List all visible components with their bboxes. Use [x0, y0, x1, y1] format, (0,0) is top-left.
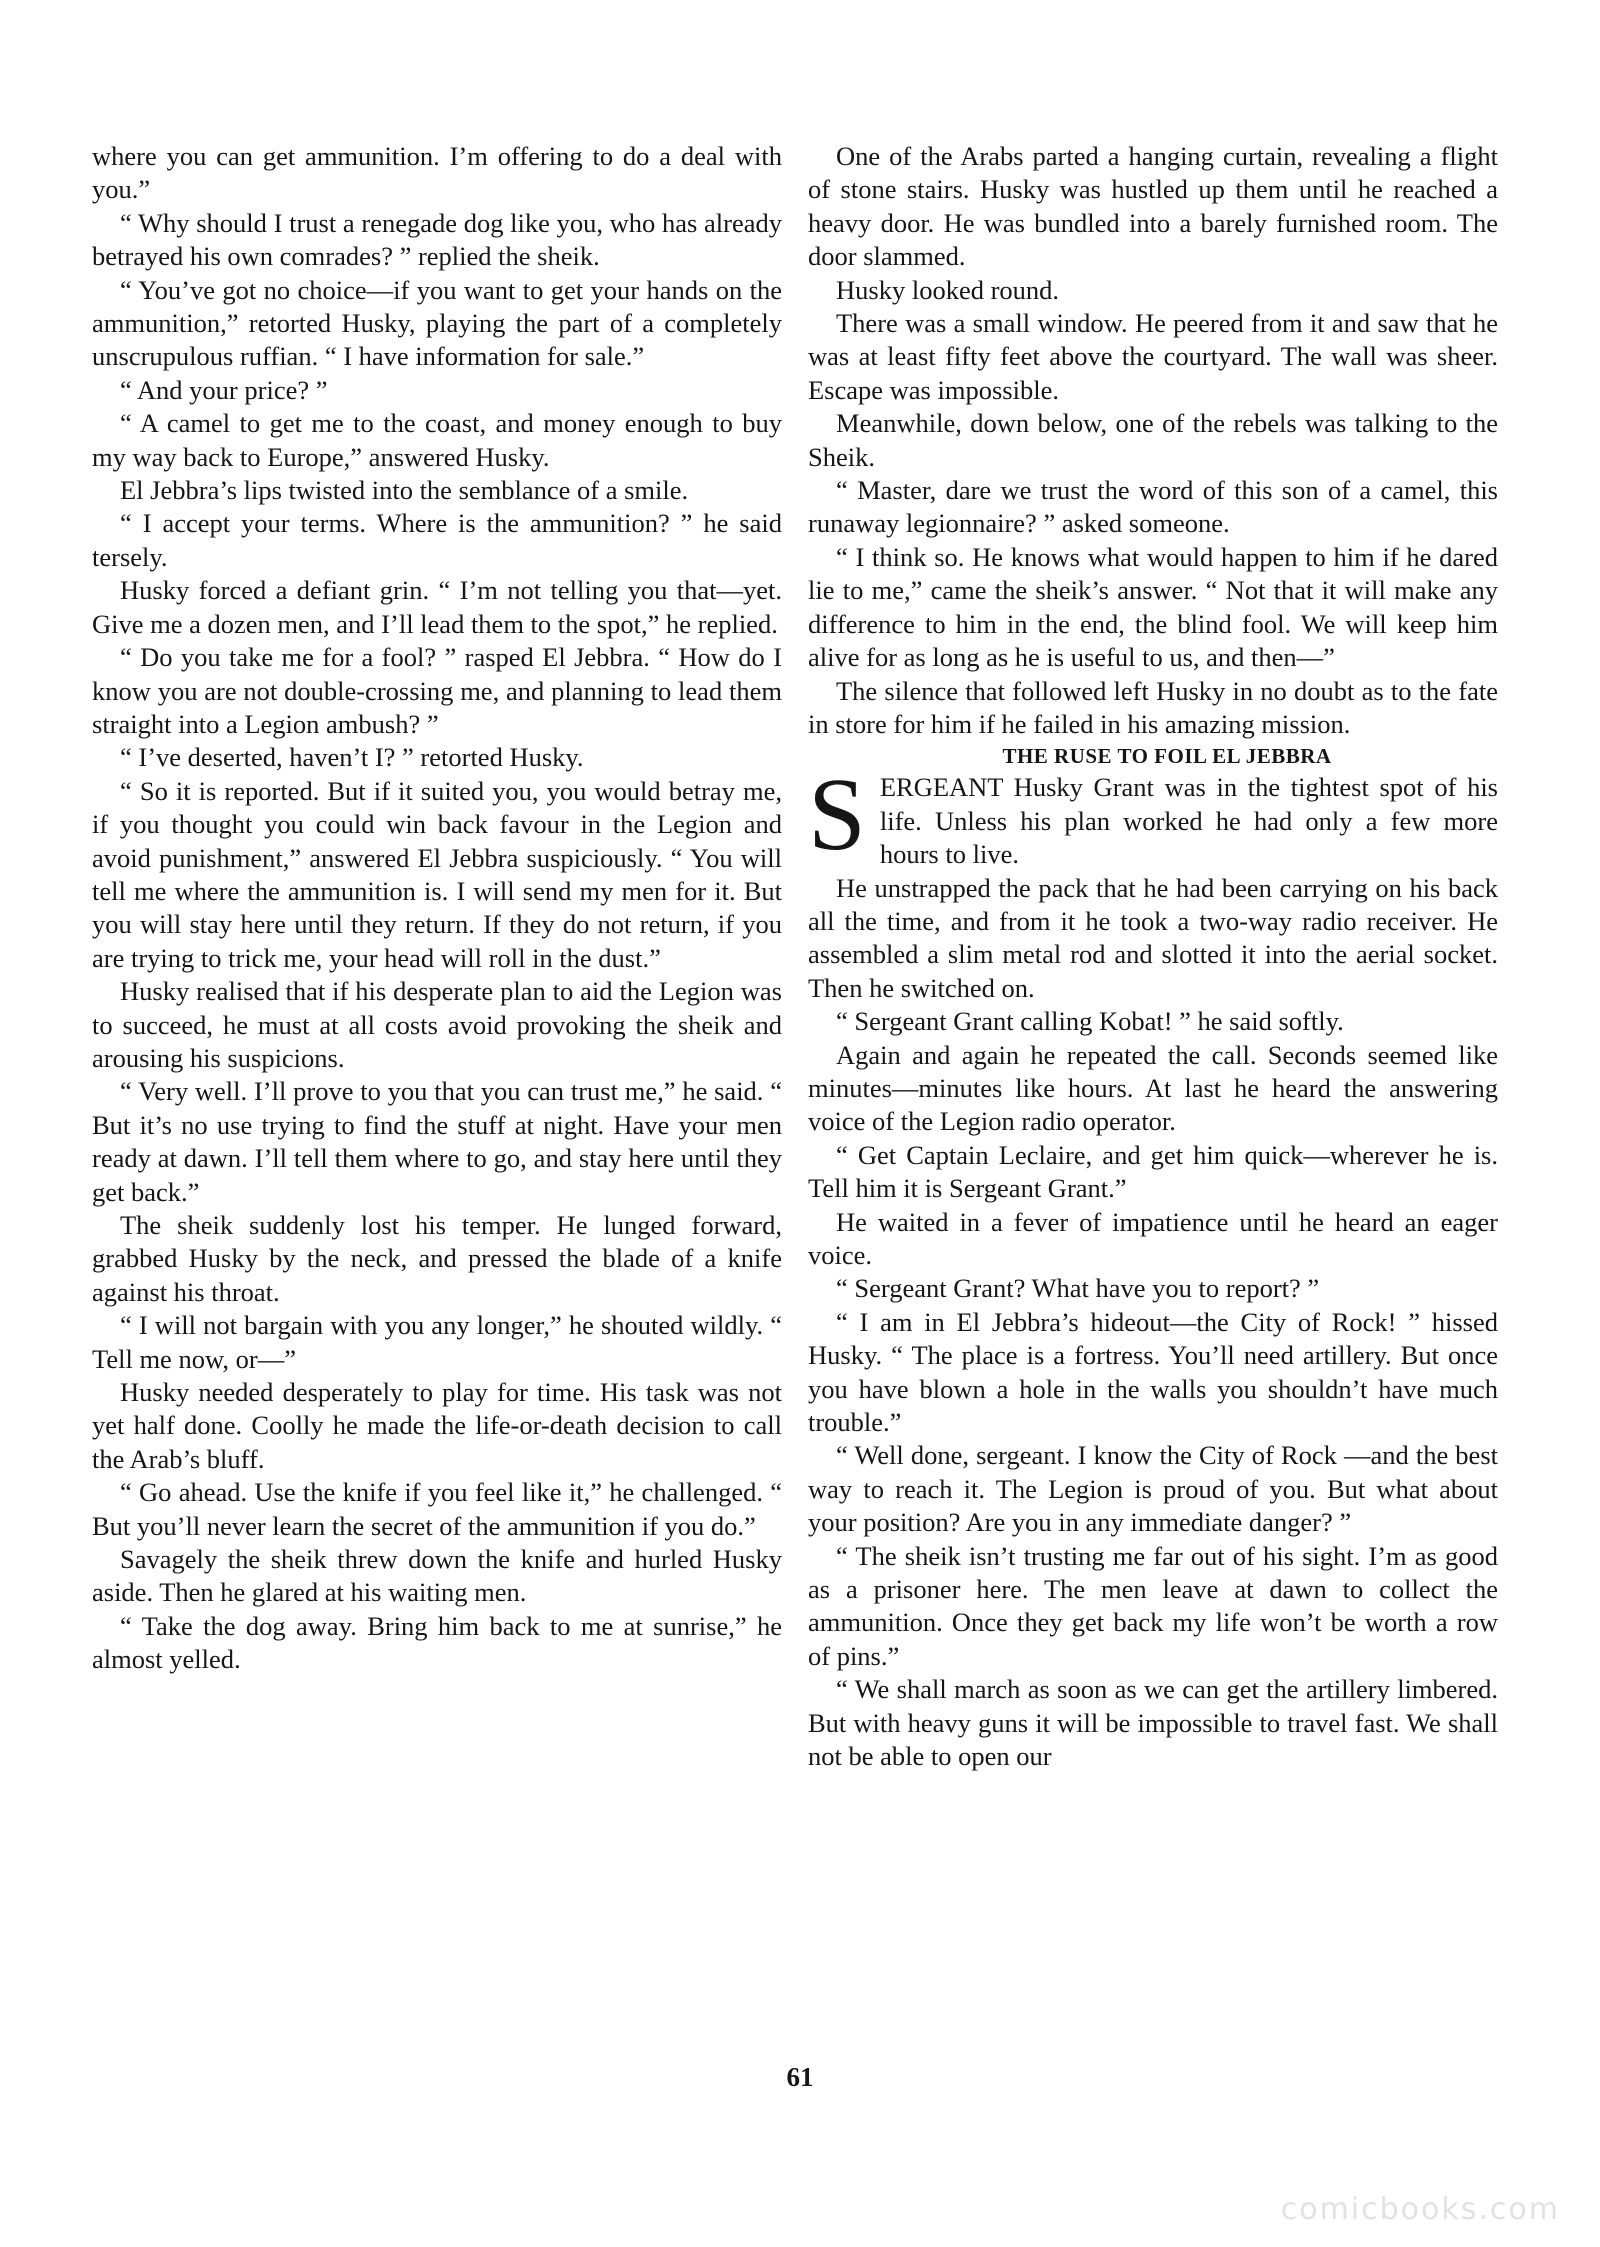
paragraph: “ We shall march as soon as we can get the artillery limbered. But with heavy guns it will be impossible to travel fast. We shall not be able to open our: [808, 1674, 1498, 1772]
left-column: [92, 140, 782, 1677]
paragraph: “ Very well. I’ll prove to you that you can trust me,” he said. “ But it’s no use trying to find the stuff at night. Have your men ready at dawn. I’ll tell them where to go, and stay here until they get back.”: [92, 1076, 782, 1207]
paragraph: “ Sergeant Grant calling Kobat! ” he said softly.: [836, 1006, 1344, 1037]
paragraph: Husky realised that if his desperate plan to aid the Legion was to succeed, he must at all costs avoid provoking the sheik and arousing his suspicions.: [92, 976, 782, 1073]
paragraph: “ Get Captain Leclaire, and get him quick—wherever he is. Tell him it is Sergeant Grant.”: [808, 1139, 1498, 1204]
paragraph: “ I accept your terms. Where is the ammunition? ” he said tersely.: [92, 508, 782, 572]
right-column: [808, 140, 1498, 1774]
paragraph: Husky needed desperately to play for time. His task was not yet half done. Coolly he made the life-or-death decision to call the Arab’s bluff.: [92, 1377, 782, 1474]
paragraph: “ You’ve got no choice—if you want to get your hands on the ammunition,” retorted Husky, playing the part of a completely unscrupulous ruffian. “ I have information for sale.”: [92, 274, 782, 372]
paragraph: “ The sheik isn’t trusting me far out of his sight. I’m as good as a prisoner here. The men leave at dawn to collect the ammunition. Once they get back my life won’t be worth a row of pins.”: [808, 1540, 1498, 1671]
paragraph: Meanwhile, down below, one of the rebels was talking to the Sheik.: [808, 408, 1498, 472]
paragraph: “ So it is reported. But if it suited you, you would betray me, if you thought you could win back favour in the Legion and avoid punishment,” answered El Jebbra suspiciously. “ You will tell me where the ammunition is. I will send my men for it. But you will stay here until they return. If they do not return, if you are trying to trick me, your head will roll in the dust.”: [92, 775, 782, 973]
paragraph: The sheik suddenly lost his temper. He lunged forward, grabbed Husky by the neck, and pressed the blade of a knife against his throat.: [92, 1210, 782, 1307]
page-number: 61: [786, 2062, 814, 2092]
watermark: comicbooks.com: [1280, 2192, 1560, 2227]
paragraph: “ I will not bargain with you any longer,” he shouted wildly. “ Tell me now, or—”: [92, 1310, 782, 1374]
section-heading: THE RUSE TO FOIL EL JEBBRA: [1002, 744, 1332, 769]
paragraph: One of the Arabs parted a hanging curtain, revealing a flight of stone stairs. Husky was hustled up them until he reached a heavy door. He was bundled into a barely furnished room. The door slammed.: [808, 141, 1498, 272]
paragraph: There was a small window. He peered from it and saw that he was at least fifty feet above the courtyard. The wall was sheer. Escape was impossible.: [808, 308, 1498, 405]
paragraph: “ I’ve deserted, haven’t I? ” retorted Husky.: [120, 742, 584, 773]
paragraph: El Jebbra’s lips twisted into the semblance of a smile.: [120, 475, 689, 506]
paragraph: Husky looked round.: [836, 274, 1060, 305]
paragraph: Savagely the sheik threw down the knife and hurled Husky aside. Then he glared at his waiting men.: [92, 1544, 782, 1608]
paragraph: “ Do you take me for a fool? ” rasped El Jebbra. “ How do I know you are not double-crossing me, and planning to lead them straight into a Legion ambush? ”: [92, 642, 782, 739]
paragraph: where you can get ammunition. I’m offering to do a deal with you.”: [92, 141, 782, 205]
paragraph: “ And your price? ”: [120, 374, 328, 405]
paragraph: He waited in a fever of impatience until he heard an eager voice.: [808, 1206, 1498, 1270]
dropcap-paragraph: [808, 757, 1498, 873]
paragraph: “ Take the dog away. Bring him back to me at sunrise,” he almost yelled.: [92, 1610, 782, 1675]
paragraph: He unstrapped the pack that he had been carrying on his back all the time, and from it he took a two-way radio receiver. He assembled a slim metal rod and slotted it into the aerial socket. Then he switched on.: [808, 872, 1498, 1003]
paragraph: “ Well done, sergeant. I know the City of Rock —and the best way to reach it. The Legion is proud of you. But what about your position? Are you in any immediate danger? ”: [808, 1440, 1498, 1538]
paragraph: Husky forced a defiant grin. “ I’m not telling you that—yet. Give me a dozen men, and I’ll lead them to the spot,” he replied.: [92, 575, 782, 639]
paragraph: Again and again he repeated the call. Seconds seemed like minutes—minutes like hours. At last he heard the answering voice of the Legion radio operator.: [808, 1039, 1498, 1137]
paragraph: “ Master, dare we trust the word of this son of a camel, this runaway legionnaire? ” asked someone.: [808, 475, 1498, 539]
paragraph: “ I am in El Jebbra’s hideout—the City of Rock! ” hissed Husky. “ The place is a fortress. You’ll need artillery. But once you have blown a hole in the walls you shouldn’t have much trouble.”: [808, 1306, 1498, 1438]
paragraph: The silence that followed left Husky in no doubt as to the fate in store for him if he failed in his amazing mission.: [808, 675, 1498, 739]
dropcap-text: ERGEANT Husky Grant was in the tightest spot of his life. Unless his plan worked he had only a few more hours to live.: [879, 772, 1498, 870]
paragraph: “ Why should I trust a renegade dog like you, who has already betrayed his own comrades? ” replied the sheik.: [92, 207, 782, 272]
paragraph: “ I think so. He knows what would happen to him if he dared lie to me,” came the sheik’s answer. “ Not that it will make any difference to him in the end, the blind fool. We will keep him alive for as long as he is useful to us, and then—”: [808, 541, 1498, 673]
paragraph: “ Go ahead. Use the knife if you feel like it,” he challenged. “ But you’ll never learn the secret of the ammunition if you do.”: [92, 1477, 782, 1541]
paragraph: “ A camel to get me to the coast, and money enough to buy my way back to Europe,” answered Husky.: [92, 408, 782, 472]
dropcap-letter: S: [808, 757, 866, 873]
paragraph: “ Sergeant Grant? What have you to report? ”: [836, 1273, 1320, 1304]
